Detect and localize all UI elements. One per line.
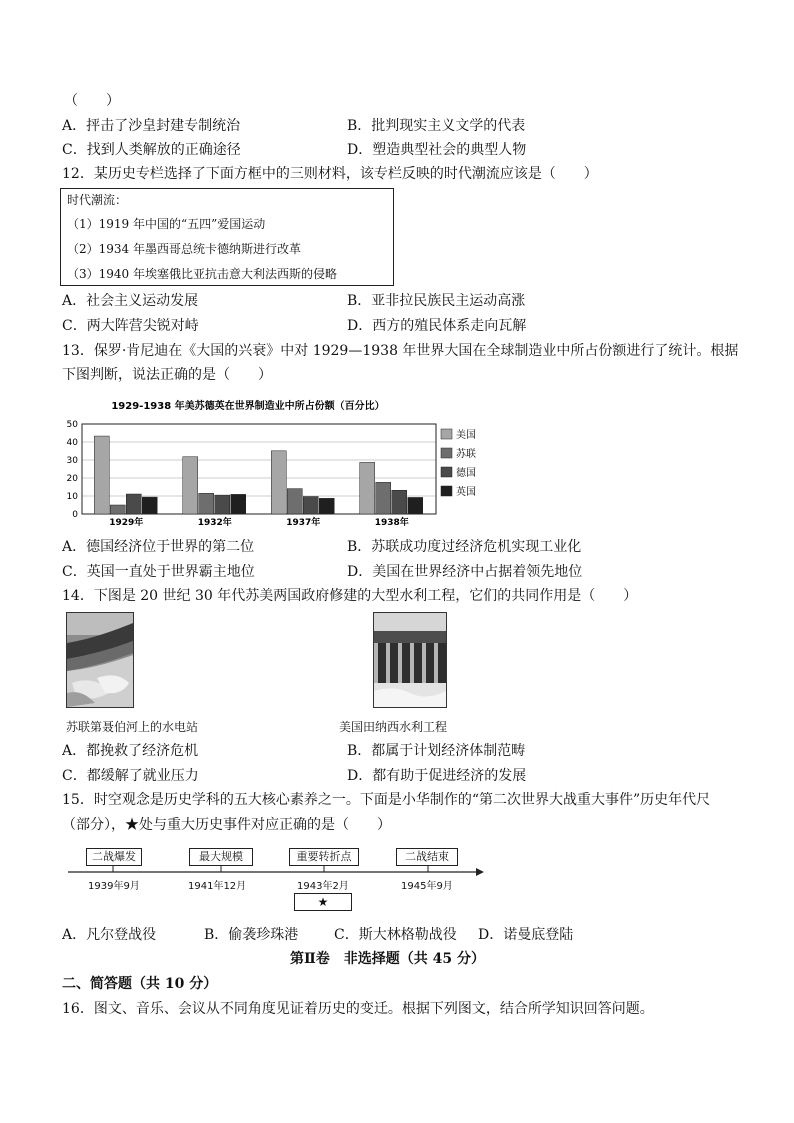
q12-option-c[interactable]: C．两大阵营尖锐对峙 bbox=[62, 318, 199, 334]
y-tick-label: 10 bbox=[66, 492, 78, 502]
bar bbox=[376, 482, 391, 514]
y-tick-label: 30 bbox=[66, 456, 78, 466]
legend-swatch bbox=[441, 448, 452, 458]
bar bbox=[231, 494, 246, 514]
dnieper-dam-photo bbox=[66, 612, 134, 708]
timeline-event-box: 二战爆发 bbox=[86, 848, 142, 866]
q15-option-c[interactable]: C．斯大林格勒战役 bbox=[334, 927, 457, 943]
q11-option-c[interactable]: C．找到人类解放的正确途径 bbox=[62, 142, 241, 158]
bar bbox=[360, 462, 375, 514]
star-icon: ★ bbox=[294, 893, 352, 911]
bar bbox=[408, 497, 423, 514]
x-tick-label: 1938年 bbox=[374, 518, 409, 528]
legend-label: 德国 bbox=[456, 468, 476, 479]
q13-option-a[interactable]: A．德国经济位于世界的第二位 bbox=[62, 539, 255, 555]
q11-option-b[interactable]: B．批判现实主义文学的代表 bbox=[347, 118, 526, 134]
q12-material-box bbox=[60, 188, 394, 286]
legend-label: 英国 bbox=[456, 487, 476, 498]
q13-option-c[interactable]: C．英国一直处于世界霸主地位 bbox=[62, 564, 255, 580]
q15-stem-line1: 15．时空观念是历史学科的五大核心素养之一。下面是小华制作的“第二次世界大战重大事件”历史年代尺 bbox=[62, 792, 711, 808]
q15-option-b[interactable]: B．偷袭珍珠港 bbox=[204, 927, 299, 943]
x-tick-label: 1929年 bbox=[109, 518, 144, 528]
q11-answer-bracket: （ ） bbox=[64, 93, 120, 109]
q12-box-item: （1）1919 年中国的“五四”爱国运动 bbox=[67, 217, 266, 231]
bar bbox=[110, 505, 125, 514]
q13-stem-line2: 下图判断，说法正确的是（ ） bbox=[62, 367, 272, 383]
x-tick-label: 1932年 bbox=[197, 518, 232, 528]
bar bbox=[287, 489, 302, 514]
q15-option-d[interactable]: D．诺曼底登陆 bbox=[478, 927, 574, 943]
q14-stem: 14．下图是 20 世纪 30 年代苏美两国政府修建的大型水利工程，它们的共同作用是（ ） bbox=[62, 588, 638, 604]
bar bbox=[142, 497, 157, 514]
legend-swatch bbox=[441, 429, 452, 439]
q15-option-a[interactable]: A．凡尔登战役 bbox=[62, 927, 157, 943]
manufacturing-share-chart bbox=[58, 392, 488, 532]
q12-option-a[interactable]: A．社会主义运动发展 bbox=[62, 293, 199, 309]
y-tick-label: 40 bbox=[66, 438, 78, 448]
bar bbox=[271, 451, 286, 514]
timeline-event-box: 最大规模 bbox=[189, 848, 253, 866]
bar bbox=[215, 495, 230, 514]
bar bbox=[183, 457, 198, 514]
bar bbox=[126, 494, 141, 514]
q14-option-c[interactable]: C．都缓解了就业压力 bbox=[62, 768, 199, 784]
legend-label: 苏联 bbox=[456, 449, 476, 460]
timeline-date: 1941年12月 bbox=[188, 881, 247, 892]
legend-label: 美国 bbox=[456, 430, 476, 441]
y-tick-label: 20 bbox=[66, 474, 78, 484]
chart-title: 1929-1938 年美苏德英在世界制造业中所占份额（百分比） bbox=[111, 401, 385, 412]
timeline-event-box: 重要转折点 bbox=[289, 848, 359, 866]
q13-stem-line1: 13．保罗·肯尼迪在《大国的兴衰》中对 1929—1938 年世界大国在全球制造业中所占份额进行了统计。根据 bbox=[62, 343, 739, 359]
q11-option-d[interactable]: D．塑造典型社会的典型人物 bbox=[347, 142, 527, 158]
volume-title: 第Ⅱ卷 非选择题（共 45 分） bbox=[290, 951, 486, 967]
ww2-timeline bbox=[68, 847, 488, 913]
timeline-event-box: 二战结束 bbox=[396, 848, 458, 866]
bar bbox=[319, 498, 334, 514]
q16-stem: 16．图文、音乐、会议从不同角度见证着历史的变迁。根据下列图文，结合所学知识回答问题。 bbox=[62, 1001, 654, 1017]
q12-box-title: 时代潮流： bbox=[67, 193, 128, 207]
bar bbox=[392, 490, 407, 514]
legend-swatch bbox=[441, 486, 452, 496]
y-tick-label: 50 bbox=[66, 420, 78, 430]
legend-swatch bbox=[441, 467, 452, 477]
tennessee-dam-photo bbox=[373, 612, 447, 708]
q14-option-a[interactable]: A．都挽救了经济危机 bbox=[62, 743, 199, 759]
q12-box-item: （2）1934 年墨西哥总统卡德纳斯进行改革 bbox=[67, 242, 301, 256]
timeline-date: 1939年9月 bbox=[88, 881, 140, 892]
timeline-date: 1945年9月 bbox=[401, 881, 453, 892]
bar bbox=[199, 493, 214, 514]
q14-option-d[interactable]: D．都有助于促进经济的发展 bbox=[347, 768, 527, 784]
q11-option-a[interactable]: A．抨击了沙皇封建专制统治 bbox=[62, 118, 241, 134]
timeline-date: 1943年2月 bbox=[297, 881, 349, 892]
q13-option-d[interactable]: D．美国在世界经济中占据着领先地位 bbox=[347, 564, 583, 580]
bar bbox=[303, 497, 318, 514]
caption-left: 苏联第聂伯河上的水电站 bbox=[66, 720, 199, 734]
q15-stem-line2: （部分），★处与重大历史事件对应正确的是（ ） bbox=[62, 817, 391, 833]
caption-right: 美国田纳西水利工程 bbox=[339, 720, 448, 734]
q14-option-b[interactable]: B．都属于计划经济体制范畴 bbox=[347, 743, 526, 759]
x-tick-label: 1937年 bbox=[286, 518, 321, 528]
bar bbox=[94, 436, 109, 514]
q12-stem: 12．某历史专栏选择了下面方框中的三则材料，该专栏反映的时代潮流应该是（ ） bbox=[62, 166, 598, 182]
q12-option-b[interactable]: B．亚非拉民族民主运动高涨 bbox=[347, 293, 526, 309]
part-title: 二、简答题（共 10 分） bbox=[62, 976, 218, 992]
y-tick-label: 0 bbox=[72, 510, 78, 520]
q12-box-item: （3）1940 年埃塞俄比亚抗击意大利法西斯的侵略 bbox=[67, 267, 337, 281]
q12-option-d[interactable]: D．西方的殖民体系走向瓦解 bbox=[347, 318, 527, 334]
q13-option-b[interactable]: B．苏联成功度过经济危机实现工业化 bbox=[347, 539, 582, 555]
